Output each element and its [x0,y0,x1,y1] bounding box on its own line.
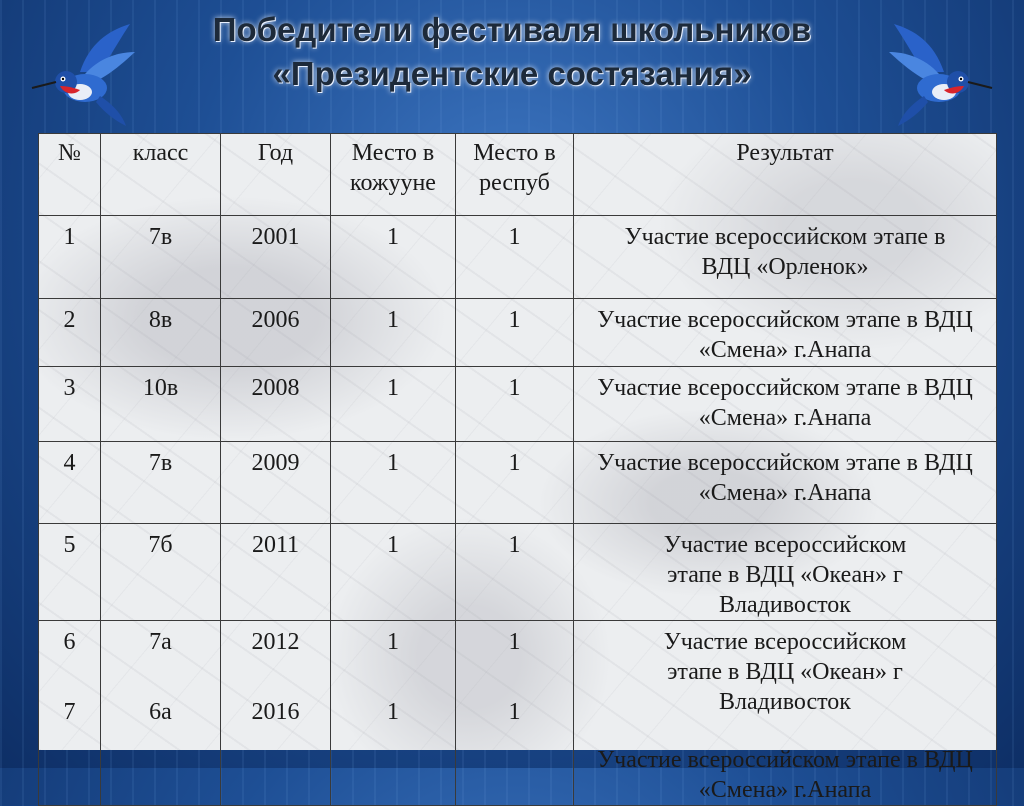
cell-place-repub: 1 [456,442,574,524]
cell-class: 10в [101,367,221,442]
slide-title [0,8,1024,96]
cell-place-repub: 1 [456,524,574,621]
header-num: № [39,134,101,216]
cell-year: 2011 [221,524,331,621]
header-place-repub: Место в респуб [456,134,574,216]
cell-place-repub [456,621,574,806]
cell-result: Участие всероссийском этапе в ВДЦ «Смена» г.Анапа [574,442,997,524]
table-row-merged [39,621,997,806]
cell-class-7: 6а [149,699,172,725]
cell-class: 7в [101,216,221,299]
cell-place-kozhuun: 1 [331,367,456,442]
cell-year: 2006 [221,299,331,367]
cell-place-kozhuun-6: 1 [387,629,399,655]
cell-class: 7в [101,442,221,524]
cell-place-repub: 1 [456,299,574,367]
cell-result-7: Участие всероссийском этапе в ВДЦ «Смена» г.Анапа [597,747,973,803]
cell-year [221,621,331,806]
cell-place-kozhuun: 1 [331,524,456,621]
cell-result: Участие всероссийском этапе в ВДЦ «Смена» г.Анапа [574,367,997,442]
table-row [39,299,997,367]
results-table [38,133,997,806]
cell-num-7: 7 [63,699,76,725]
cell-num: 3 [39,367,101,442]
title-line-2: «Президентские состязания» [272,55,752,92]
cell-result: Участие всероссийском этапе в ВДЦ «Океан» г Владивосток [574,524,997,621]
cell-place-kozhuun: 1 [331,216,456,299]
cell-place-kozhuun [331,621,456,806]
results-table-container [38,133,996,803]
table-row [39,216,997,299]
table-row [39,367,997,442]
hummingbird-icon [30,22,140,132]
cell-place-kozhuun: 1 [331,299,456,367]
title-line-1: Победители фестиваля школьников [212,11,812,48]
cell-result: Участие всероссийском этапе в ВДЦ «Смена» г.Анапа [574,299,997,367]
cell-year-7: 2016 [251,699,300,725]
cell-class: 7б [101,524,221,621]
table-row [39,442,997,524]
cell-result: Участие всероссийском этапе в ВДЦ «Орленок» [574,216,997,299]
cell-year: 2009 [221,442,331,524]
header-result: Результат [574,134,997,216]
hummingbird-icon [884,22,994,132]
cell-num [39,621,101,806]
cell-num: 5 [39,524,101,621]
cell-num: 4 [39,442,101,524]
cell-class [101,621,221,806]
table-row [39,524,997,621]
cell-result [574,621,997,806]
cell-class-6: 7а [149,629,172,655]
cell-year: 2001 [221,216,331,299]
cell-place-repub-7: 1 [508,699,521,725]
cell-place-repub-6: 1 [508,629,521,655]
cell-place-kozhuun-7: 1 [387,699,399,725]
table-header-row [39,134,997,216]
cell-place-kozhuun: 1 [331,442,456,524]
cell-year-6: 2012 [251,629,300,655]
header-year: Год [221,134,331,216]
cell-place-repub: 1 [456,216,574,299]
cell-class: 8в [101,299,221,367]
header-place-kozhuun: Место в кожууне [331,134,456,216]
cell-num-6: 6 [63,629,76,655]
cell-num: 2 [39,299,101,367]
cell-result-6: Участие всероссийском этапе в ВДЦ «Океан» г Владивосток [663,629,907,715]
cell-num: 1 [39,216,101,299]
cell-year: 2008 [221,367,331,442]
cell-place-repub: 1 [456,367,574,442]
header-class: класс [101,134,221,216]
